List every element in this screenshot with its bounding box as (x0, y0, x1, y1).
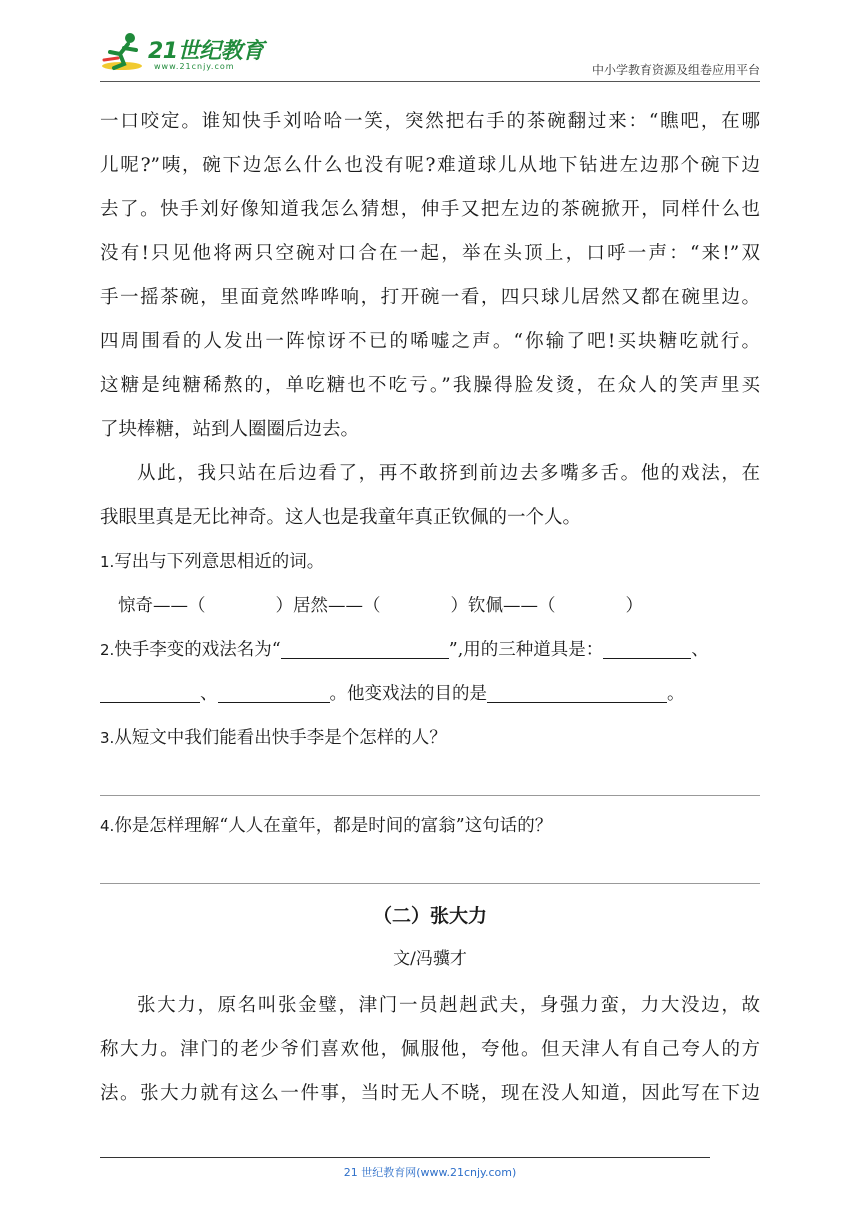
header-divider (100, 81, 760, 82)
footer-divider (100, 1157, 710, 1158)
header-slogan: 中小学教育资源及组卷应用平台 (591, 63, 760, 77)
question-number: 2. (100, 641, 115, 659)
logo-text: 21世纪教育 (148, 39, 264, 64)
q4-answer-line[interactable] (100, 848, 760, 892)
question-text: 。 (667, 684, 685, 704)
question-number: 3. (100, 729, 115, 747)
question-number: 1. (100, 553, 115, 571)
question-4 (100, 804, 760, 848)
q1-word-label: 居然——（ (293, 596, 381, 616)
text-line: 法。张大力就有这么一件事，当时无人不晓，现在没人知道，因此写在下边 (100, 1083, 760, 1104)
q3-answer-line[interactable] (100, 760, 760, 804)
prop-1-blank[interactable] (603, 636, 691, 659)
text-line: 这糖是纯糖稀熬的，单吃糖也不吃亏。”我臊得脸发烫，在众人的笑声里买 (100, 375, 760, 396)
question-text: ”,用的三种道具是： (448, 640, 604, 660)
question-2-continued (100, 672, 760, 716)
text-line: 手一摇茶碗，里面竟然哗哗响，打开碗一看，四只球儿居然又都在碗里边。 (100, 287, 760, 308)
question-text: 从短文中我们能看出快手李是个怎样的人？ (114, 728, 447, 748)
question-number: 4. (100, 817, 115, 835)
text-line: 张大力，原名叫张金璧，津门一员赳赳武夫，身强力蛮，力大没边，故 (137, 995, 760, 1016)
prop-3-blank[interactable] (218, 680, 330, 703)
prop-2-blank[interactable] (100, 680, 200, 703)
text-line: 去了。快手刘好像知道我怎么猜想，伸手又把左边的茶碗掀开，同样什么也 (100, 199, 760, 220)
question-text: 你是怎样理解“人人在童年，都是时间的富翁”这句话的？ (114, 816, 553, 836)
trick-name-blank[interactable] (281, 636, 449, 659)
text-line: 称大力。津门的老少爷们喜欢他，佩服他，夸他。但天津人有自己夸人的方 (100, 1039, 760, 1060)
section-author: 文/冯骥才 (393, 949, 467, 969)
purpose-blank[interactable] (487, 680, 667, 703)
text-line: 没有!只见他将两只空碗对口合在一起，举在头顶上，口呼一声：“来!”双 (100, 243, 760, 264)
question-text: 快手李变的戏法名为“ (114, 640, 281, 660)
text-line: 儿呢?”咦，碗下边怎么什么也没有呢?难道球儿从地下钻进左边那个碗下边 (100, 155, 760, 176)
page-header (100, 30, 760, 82)
footer-link[interactable]: 21 世纪教育网(www.21cnjy.com) (343, 1166, 517, 1179)
passage-part-1 (100, 100, 760, 452)
question-1-items (100, 584, 760, 628)
q1-close-paren: ） (450, 596, 468, 616)
q1-word-label: 惊奇——（ (118, 596, 206, 616)
text-line: 四周围看的人发出一阵惊讶不已的唏嘘之声。“你输了吧!买块糖吃就行。 (100, 331, 760, 352)
question-text: 、 (691, 640, 709, 660)
question-text: 、 (200, 684, 218, 704)
question-text: 写出与下列意思相近的词。 (114, 552, 325, 572)
passage-part-2 (100, 452, 760, 540)
text-line: 我眼里真是无比神奇。这人也是我童年真正钦佩的一个人。 (100, 507, 582, 528)
section-title: （二）张大力 (372, 905, 487, 927)
q1-close-paren: ） (625, 596, 643, 616)
question-text: 。他变戏法的目的是 (329, 684, 487, 704)
passage-section-2 (100, 984, 760, 1116)
logo-url: www.21cnjy.com (154, 62, 235, 71)
runner-logo-icon (100, 30, 148, 74)
q1-close-paren: ） (275, 596, 293, 616)
question-3 (100, 716, 760, 760)
main-content (100, 100, 760, 1116)
question-2 (100, 628, 760, 672)
text-line: 一口咬定。谁知快手刘哈哈一笑，突然把右手的茶碗翻过来：“瞧吧，在哪 (100, 111, 760, 132)
text-line: 了块棒糖，站到人圈圈后边去。 (100, 419, 360, 440)
q1-word-label: 钦佩——（ (468, 596, 556, 616)
site-logo[interactable] (100, 30, 270, 78)
question-1 (100, 540, 760, 584)
text-line: 从此，我只站在后边看了，再不敢挤到前边去多嘴多舌。他的戏法，在 (137, 463, 760, 484)
